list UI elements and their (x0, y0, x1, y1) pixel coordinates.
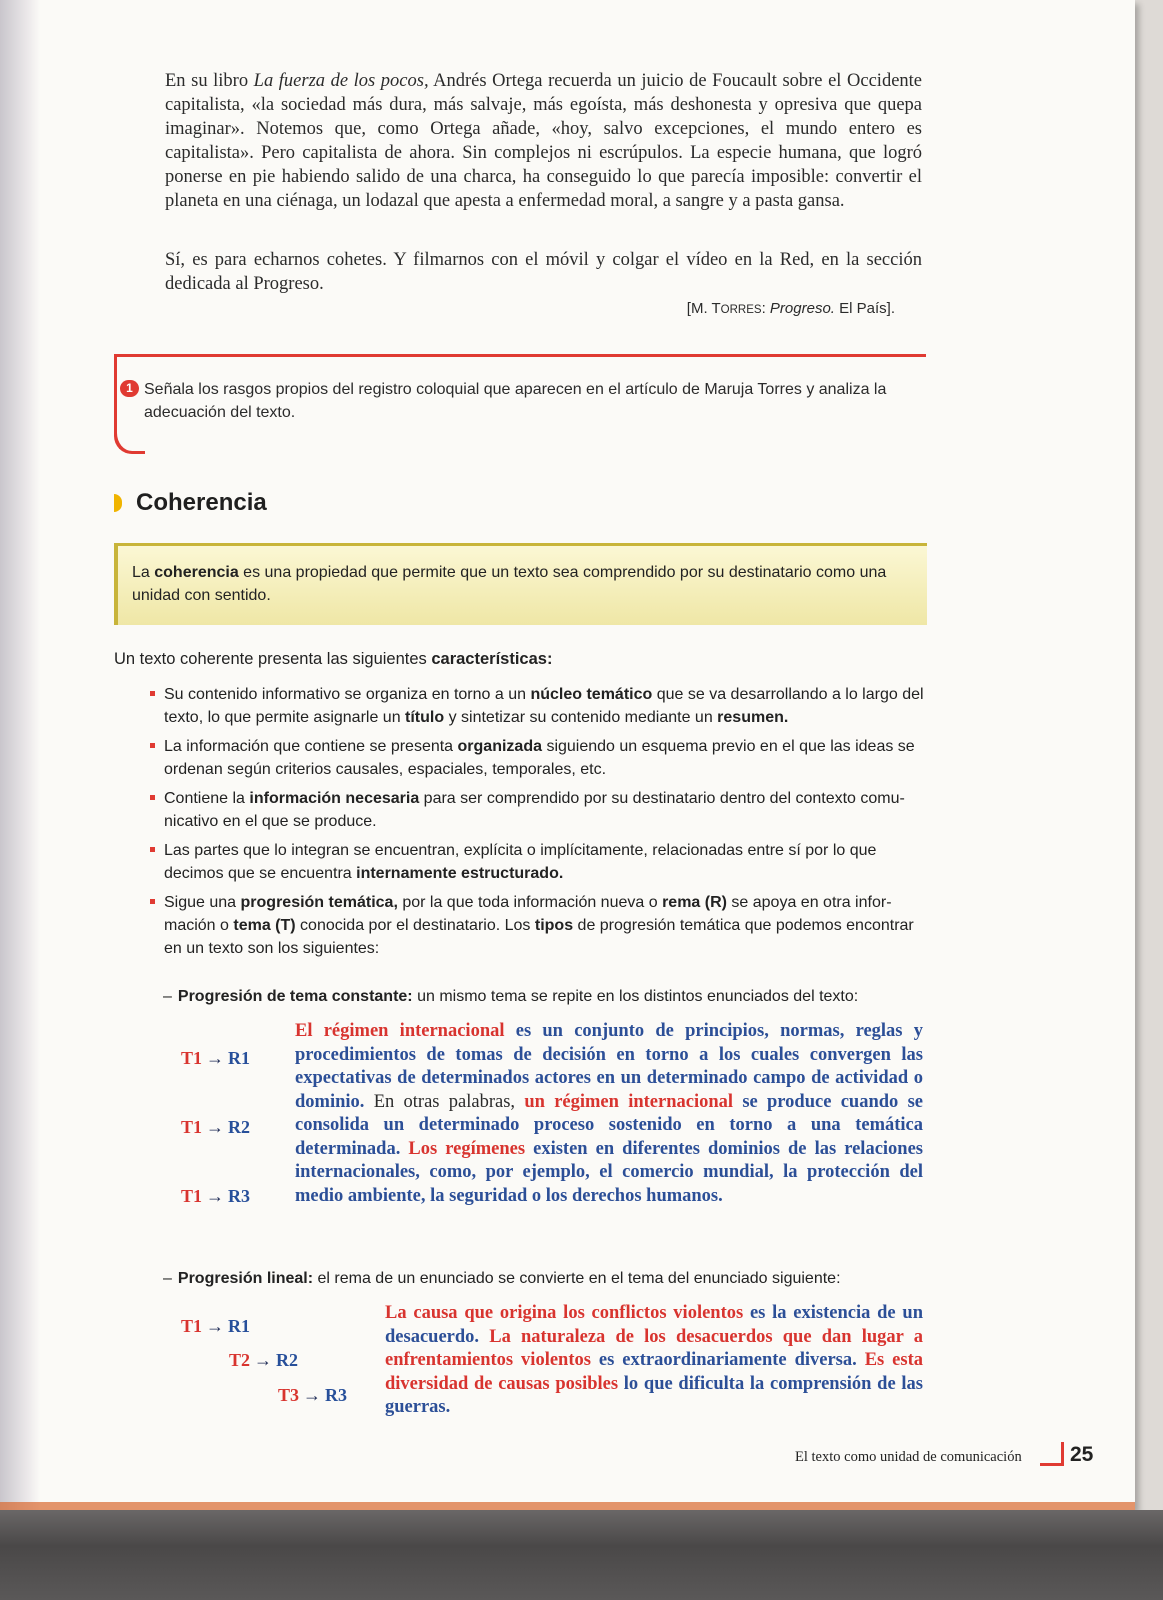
characteristics-lead: Un texto coherente presenta las siguientes características: (114, 650, 553, 668)
linear-progression-example: La causa que origina los conflictos violentos es la existencia de un desacuerdo. La naturaleza de los desacuerdos que dan lugar a enfrentamientos violentos es extraordinariamente diversa. Es esta diversidad de causas posibles lo que dificulta la comprensión de las guerras. (385, 1303, 924, 1417)
theme-rheme-pair: T1 → R3 (181, 1186, 251, 1206)
page-number: 25 (1070, 1443, 1094, 1466)
bullet-icon (150, 847, 155, 852)
article-paragraph-1 (165, 69, 922, 213)
list-item: Su contenido informativo se organiza en torno a un núcleo temático que se va desarrollando a lo largo del texto, lo que permite asignarle un título y sintetizar su contenido mediante un resumen. (150, 683, 925, 729)
section-title: Coherencia (136, 489, 267, 516)
theme-rheme-pair: T1 → R2 (181, 1117, 251, 1137)
article-text: En su libro (165, 71, 254, 91)
footer-bracket (1040, 1463, 1064, 1466)
activity-number-badge: 1 (120, 380, 139, 397)
bullet-icon (150, 795, 155, 800)
book-title: La fuerza de los pocos, (253, 71, 429, 91)
constant-progression-example: El régimen internacional es un conjunto de principios, normas, reglas y procedimientos de tomas de decisión en torno a los cuales convergen las expectativas de determinados actores en un determinado campo de actividad o dominio. En otras palabras, un régimen internacional se produce cuando se consolida un determinado proceso sostenido en torno a una temática determinada. Los regímenes existen en diferentes dominios de las relaciones internacionales, como, por ejemplo, el comercio mundial, la protección del medio ambiente, la seguridad o los derechos humanos. (295, 1021, 923, 1206)
scan-background (0, 1510, 1163, 1600)
bullet-icon (150, 691, 155, 696)
list-item: Sigue una progresión temática, por la que toda información nueva o rema (R) se apoya en otra información o tema (T) conocida por el destinatario. Los tipos de progresión temática que podemos encontrar en un texto son los siguientes: (150, 891, 925, 960)
page-gutter-shadow (0, 0, 40, 1510)
theme-rheme-pair: T3 → R3 (278, 1385, 348, 1405)
page-edge-line (0, 1502, 1135, 1510)
article-text: Andrés Ortega recuerda un juicio de Foucault sobre el Occidente capitalista, «la sociedad más dura, más salvaje, más egoísta, más deshonesta y opresiva que quepa imaginar». Notemos que, como Ortega añade, «hoy, salvo excepciones, el mundo entero es capitalista». Pero capitalista de ahora. Sin complejos ni escrúpulos. La especie humana, que logró ponerse en pie habiendo salido de una charca, ha conseguido lo que parecía imposible: convertir el planeta en una ciénaga, un lodazal que apesta a enfermedad moral, a sangre y a pasta gansa. (165, 71, 923, 211)
article-paragraph-2: Sí, es para echarnos cohetes. Y filmarnos con el móvil y colgar el vídeo en la Red, en la sección dedicada al Progreso. (165, 250, 922, 294)
definition-text: La coherencia es una propiedad que permite que un texto sea comprendido por su destinatario como una unidad con sentido. (132, 564, 887, 604)
activity-text: Señala los rasgos propios del registro coloquial que aparecen en el artículo de Maruja Torres y analiza la adecuación del texto. (144, 381, 887, 421)
characteristics-list (150, 683, 925, 966)
linear-progression-heading: – Progresión lineal: el rema de un enunciado se convierte en el tema del enunciado siguiente: (163, 1270, 841, 1287)
theme-rheme-pair: T1 → R1 (181, 1316, 251, 1336)
bullet-icon (150, 743, 155, 748)
list-item: Contiene la información necesaria para ser comprendido por su destinatario dentro del contexto comunicativo en el que se produce. (150, 787, 925, 833)
theme-rheme-pair: T1 → R1 (181, 1048, 251, 1068)
list-item: La información que contiene se presenta organizada siguiendo un esquema previo en el que las ideas se ordenan según criterios causales, espaciales, temporales, etc. (150, 735, 925, 781)
list-item: Las partes que lo integran se encuentran, explícita o implícitamente, relacionadas entre sí por lo que decimos que se encuentra internamente estructurado. (150, 839, 925, 885)
footer-chapter-title: El texto como unidad de comunicación (795, 1449, 1022, 1465)
citation: [M. TORRES: Progreso. El País]. (686, 300, 895, 317)
bullet-icon (150, 899, 155, 904)
section-marker-icon (114, 494, 122, 512)
theme-rheme-pair: T2 → R2 (229, 1350, 299, 1370)
constant-progression-heading: – Progresión de tema constante: un mismo tema se repite en los distintos enunciados del texto: (163, 988, 859, 1005)
